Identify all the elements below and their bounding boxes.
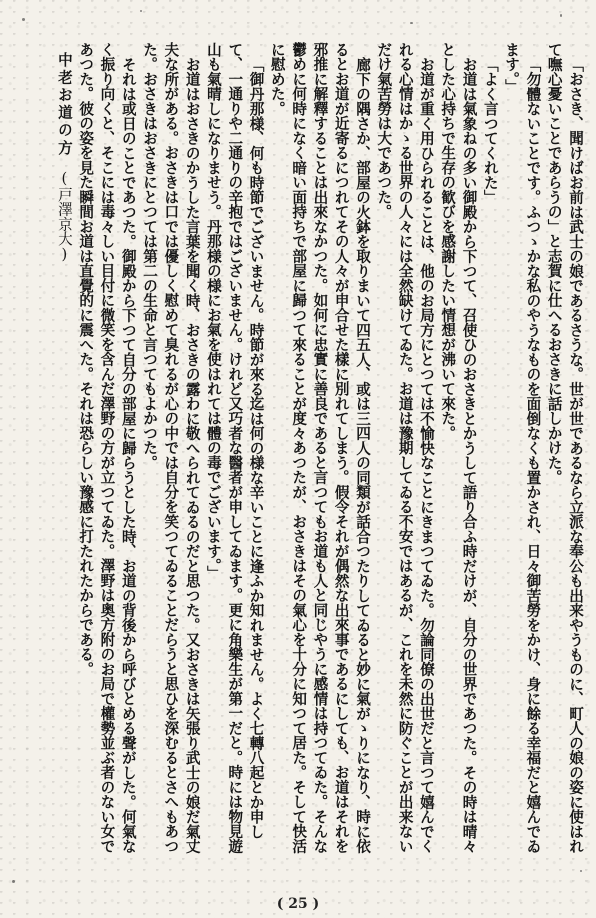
story-author: (戸澤京大) — [55, 169, 73, 263]
scan-speck — [410, 22, 413, 24]
paragraph-8: お道はおさきのかうした言葉を聞く時、おさきの露わに敬へられてゐるのだと思つた。又おさきは矢張り武士の娘だ氣丈夫な所がある。おさきは口では優しく慰めて臭れるが心の中では自分を笑つてゐることだらうと思ひを深むるとさへもあつた。おさきはおさきにとつては第二の生命と言つてもよかつた。 — [141, 42, 201, 854]
paragraph-2: 「勿體ないことです。ふつゝかな私のやうなものを面倒なくも置かされ、日々御苦勞をかけ、身に餘る幸福だと嬉んでゐます。」 — [503, 42, 542, 854]
scan-speck — [140, 10, 142, 12]
paragraph-5: お道が重く用ひられることは、他のお局方にとつては不愉快なことにきまつてゐた。勿論同僚の出世だと言つて嬉んでくれる心情はかゝる世界の人々には全然缺けてゐた。お道は豫期してゐる不安ではあるが、これを未然に防ぐことが出来ないだけ氣苦勞は大であつた。 — [375, 42, 435, 854]
story-title-text: 中老お道の方 — [55, 52, 73, 158]
paragraph-3: 「よく言つてくれた」 — [481, 56, 499, 205]
scan-speck — [22, 18, 25, 21]
paragraph-9: それは或日のことであつた。御殿から下つて自分の部屋に歸らうとした時、お道の背後から呼びとめる聲がした。何氣なく振り向くと、そこには毒々しい目付に微笑を含んだ澤野の方が立つてゐた。澤野は奥方附のお局で權勢並ぶ者のない女であつた。彼の姿を見た瞬間お道は直覺的に震へた。それは恐らしい豫感に打たれたからである。 — [77, 42, 137, 854]
paragraph-4: お道は氣象ねの多い御殿から下つて、召使ひのおさきとかうして語り合ふ時だけが、自分の世界であつた。その時は晴々とした心持ちで生存の歓びを感謝したい情想が沸いて來た。 — [439, 42, 478, 854]
paragraph-6: 廊下の隅さか、部屋の火鉢を取りまいて四五人、或は三四人の同類が話合つたりしてゐると妙に氣がゝりになり、時に依るとお道が近寄るにつれてその人々が申合せた樣に別れてしまう。假令それが偶然な出來事であるにしても、お道はそれを邪推に解釋することは出來なかつた。如何に忠實に善良であると言つてもお道も人と同じやうに感情は持つてゐた。そんな鬱めに何時になく暗い面持ちで部屋に歸つて來ることが度々あつたが、おさきはその氣心を十分に知つて居た。そして快活に慰めた。 — [268, 42, 372, 854]
story-title — [54, 42, 75, 862]
paragraph-1: 「おさき、聞けばお前は武士の娘であるさうな。世が世であるなら立派な奉公も出来やうものに、町人の娘の姿に使はれて嘸心憂いことであらうの」と志賀に仕へるおさきに話しかけた。 — [545, 42, 584, 854]
scan-speck — [12, 880, 15, 883]
vertical-text-block — [6, 42, 586, 862]
page-number: ( 25 ) — [276, 896, 320, 912]
scan-speck — [580, 870, 582, 872]
paragraph-7: 「御丹那様、何も時節でございません。時節が來る迄は何の様な辛いことに逢ふか知れません。よく七轉八起とか申して、一通りや二通りの辛抱ではございません。けれど又巧者な醫者が申してゐます。更に角樂生が第一だと。時には物見遊山も氣晴しになりませう。丹那様の様にお氣を使はれては體の毒でございます。」 — [204, 42, 265, 854]
scan-speck — [560, 14, 562, 17]
